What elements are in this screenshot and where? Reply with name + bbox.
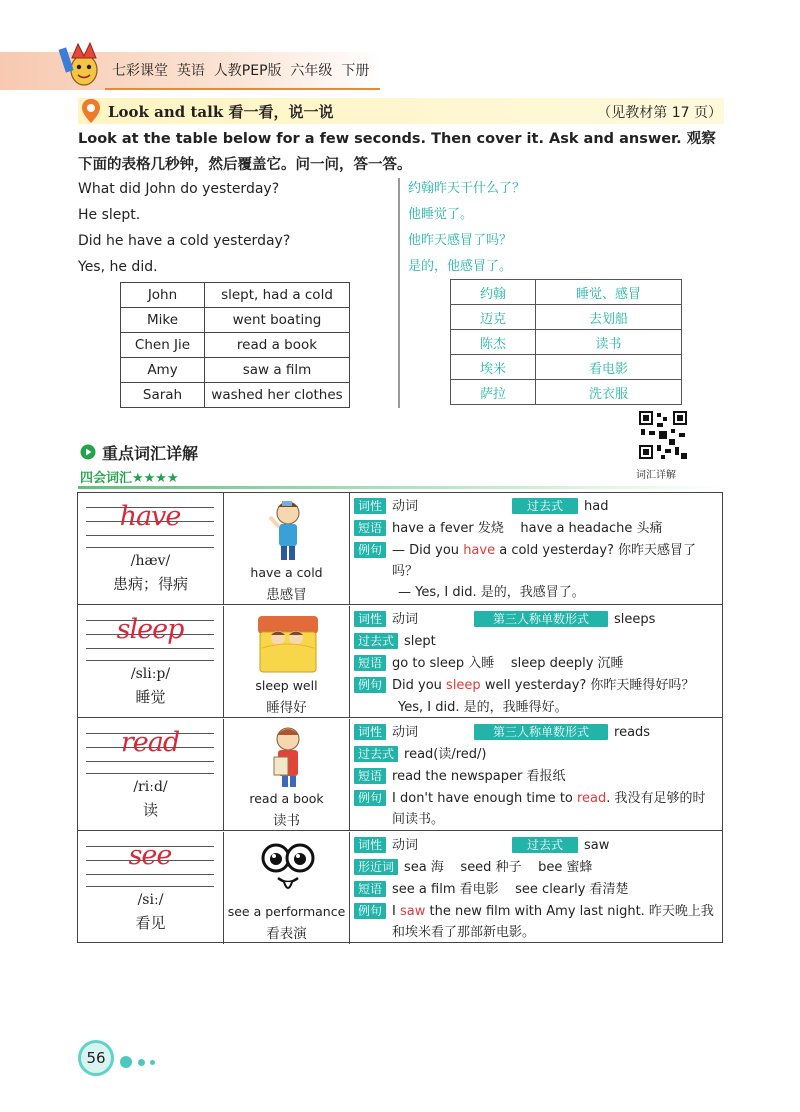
play-bullet-icon [80,444,96,460]
info-line [354,675,718,697]
qr-caption: 词汇详解 [636,470,676,481]
example-sentence [392,901,718,943]
info-line [354,518,718,540]
example-highlight: read [577,791,607,806]
past-value: had [584,499,609,514]
section-title: Look and talk 看一看，说一说 [108,103,334,121]
example-text: Did you [392,678,447,693]
word-meaning: 睡觉 [135,688,166,706]
info-line [354,857,718,879]
tag-pos: 词性 [354,498,386,514]
tag-third-person: 第三人称单数形式 [474,611,608,627]
header-title: 七彩课堂 英语 人教PEP版 六年级 下册 [112,63,370,79]
example-sentence [392,540,718,582]
tag-past: 过去式 [512,837,578,853]
picture-cell [224,606,350,717]
table-row [121,308,350,333]
tag-past: 过去式 [354,746,398,762]
table-cell: went boating [205,308,350,333]
example-text: . 我没有足够的时间读书。 [392,791,706,827]
word-cell [78,493,224,604]
tag-phrase: 短语 [354,520,386,536]
tag-example: 例句 [354,542,386,558]
example-highlight: sleep [446,678,481,693]
info-line [354,540,718,582]
table-row [451,305,682,330]
info-cell [350,606,722,717]
mascot-icon [58,40,110,92]
info-line [354,722,718,744]
dialog-line: Yes, he did. [78,259,158,275]
picture-caption-en: have a cold [250,565,323,580]
info-cell [350,832,722,944]
table-cell: Amy [121,358,205,383]
tag-example: 例句 [354,677,386,693]
example-text: the new film with Amy last night. 昨天晚上我和埃米看了那部新电影。 [392,904,714,940]
phrase-value: go to sleep 入睡 sleep deeply 沉睡 [392,656,624,671]
table-cell: 看电影 [536,355,682,380]
vocab-row-have [78,493,722,605]
table-cell: 约翰 [451,280,536,305]
example-highlight: saw [399,904,426,919]
table-cell: 萨拉 [451,380,536,405]
example-reply: Yes, I did. 是的，我睡得好。 [398,700,568,715]
dialog-line: He slept. [78,207,141,223]
table-row [451,280,682,305]
phrase-value: read the newspaper 看报纸 [392,769,566,784]
dialog-line: 他昨天感冒了吗？ [408,233,513,248]
dialog-chinese [408,176,728,280]
info-line [354,901,718,943]
eyes-face-icon [252,836,324,904]
picture-caption-zh: 患感冒 [266,587,307,603]
vocab-subtitle: 四会词汇★★★★ [80,471,179,486]
info-cell [350,493,722,604]
word-cell [78,719,224,830]
tag-past: 过去式 [512,498,578,514]
tag-phrase: 短语 [354,881,386,897]
picture-caption-zh: 睡得好 [266,700,307,716]
table-cell: 埃米 [451,355,536,380]
picture-caption-en: sleep well [255,678,318,693]
example-sentence [392,788,718,830]
pos-value: 动词 [392,499,419,514]
tag-pos: 词性 [354,837,386,853]
table-row [121,358,350,383]
pos-value: 动词 [392,612,419,627]
table-cell: 睡觉、感冒 [536,280,682,305]
page-number: 56 [78,1040,114,1076]
pos-value: 动词 [392,725,419,740]
activity-table-chinese [450,279,682,405]
table-cell: 迈克 [451,305,536,330]
word-meaning: 读 [142,801,158,819]
info-line [354,879,718,901]
dialog-line: 他睡觉了。 [408,207,474,222]
qr-code-icon[interactable] [637,409,689,461]
vocab-title: 重点词汇详解 [102,444,199,463]
table-cell: 陈杰 [451,330,536,355]
table-cell: 洗衣服 [536,380,682,405]
vocab-subtitle-bar [78,486,724,489]
picture-caption-en: read a book [249,791,324,806]
word-handwritten: read [120,727,180,758]
example-text: I don't have enough time to [392,791,577,806]
decorative-dot [138,1059,145,1066]
column-divider [398,178,400,408]
info-line [354,766,718,788]
tag-phrase: 短语 [354,655,386,671]
table-cell: saw a film [205,358,350,383]
table-cell: Mike [121,308,205,333]
table-row [451,330,682,355]
example-text: a cold yesterday? 你昨天感冒了吗？ [392,543,697,579]
pos-value: 动词 [392,838,419,853]
table-cell: read a book [205,333,350,358]
example-highlight: have [463,543,496,558]
dialog-english [78,176,388,280]
vocab-row-sleep [78,606,722,718]
picture-caption-en: see a performance [227,904,346,919]
table-cell: 去划船 [536,305,682,330]
phrase-value: see a film 看电影 see clearly 看清楚 [392,882,629,897]
vocab-row-see [78,832,722,944]
word-phonetic: /riːd/ [133,779,168,795]
example-sentence [392,675,718,696]
info-line [354,609,718,631]
word-handwritten: have [119,501,181,532]
tag-third-person: 第三人称单数形式 [474,724,608,740]
table-row [451,380,682,405]
info-line [354,697,718,719]
table-cell: washed her clothes [205,383,350,408]
sick-boy-icon [252,497,324,565]
info-line [354,582,718,604]
word-phonetic: /hæv/ [130,553,171,569]
picture-cell [224,832,350,944]
example-text: — Did you [392,543,464,558]
word-phonetic: /siː/ [137,892,164,908]
reading-boy-icon [252,723,324,791]
instruction-text: Look at the table below for a few seconds. Then cover it. Ask and answer. 观察下面的表格几秒钟，然后覆盖它。问一问，答一答。 [78,131,716,173]
picture-caption-zh: 读书 [273,813,300,829]
info-cell [350,719,722,830]
picture-cell [224,719,350,830]
word-cell [78,832,224,944]
info-line [354,835,718,857]
sleeping-kids-icon [252,610,324,678]
info-line [354,496,718,518]
third-person-value: sleeps [614,612,656,627]
info-line [354,631,718,653]
table-cell: John [121,283,205,308]
word-cell [78,606,224,717]
past-value: read(读/red/) [404,747,487,762]
word-meaning: 患病；得病 [112,575,188,593]
dialog-line: What did John do yesterday? [78,181,280,197]
table-row [121,283,350,308]
table-row [121,333,350,358]
picture-cell [224,493,350,604]
tag-example: 例句 [354,790,386,806]
info-line [354,744,718,766]
example-text: well yesterday? 你昨天睡得好吗？ [480,678,695,693]
section-reference: （见教材第 17 页） [597,105,722,121]
decorative-dot [150,1060,155,1065]
word-handwritten: see [128,840,172,871]
table-cell: Chen Jie [121,333,205,358]
info-line [354,788,718,830]
example-text: I [392,904,400,919]
picture-caption-zh: 看表演 [266,926,307,942]
activity-table-english [120,282,350,408]
info-line [354,653,718,675]
dialog-line: 约翰昨天干什么了？ [408,181,526,196]
third-person-value: reads [614,725,651,740]
vocab-row-read [78,719,722,831]
tag-past: 过去式 [354,633,398,649]
decorative-dot [120,1056,132,1068]
past-value: saw [584,838,610,853]
table-row [451,355,682,380]
phrase-value: have a fever 发烧 have a headache 头痛 [392,521,663,536]
table-cell: 读书 [536,330,682,355]
tag-pos: 词性 [354,724,386,740]
dialog-line: 是的，他感冒了。 [408,259,513,274]
location-pin-icon [80,98,102,124]
word-handwritten: sleep [116,614,184,645]
table-cell: slept, had a cold [205,283,350,308]
similar-value: sea 海 seed 种子 bee 蜜蜂 [404,860,593,875]
tag-similar: 形近词 [354,859,398,875]
dialog-line: Did he have a cold yesterday? [78,233,291,249]
table-cell: Sarah [121,383,205,408]
tag-pos: 词性 [354,611,386,627]
word-phonetic: /sliːp/ [130,666,171,682]
past-value: slept [404,634,436,649]
tag-example: 例句 [354,903,386,919]
tag-phrase: 短语 [354,768,386,784]
table-row [121,383,350,408]
word-meaning: 看见 [135,914,166,932]
example-reply: — Yes, I did. 是的，我感冒了。 [398,585,585,600]
vocab-table [77,492,723,943]
